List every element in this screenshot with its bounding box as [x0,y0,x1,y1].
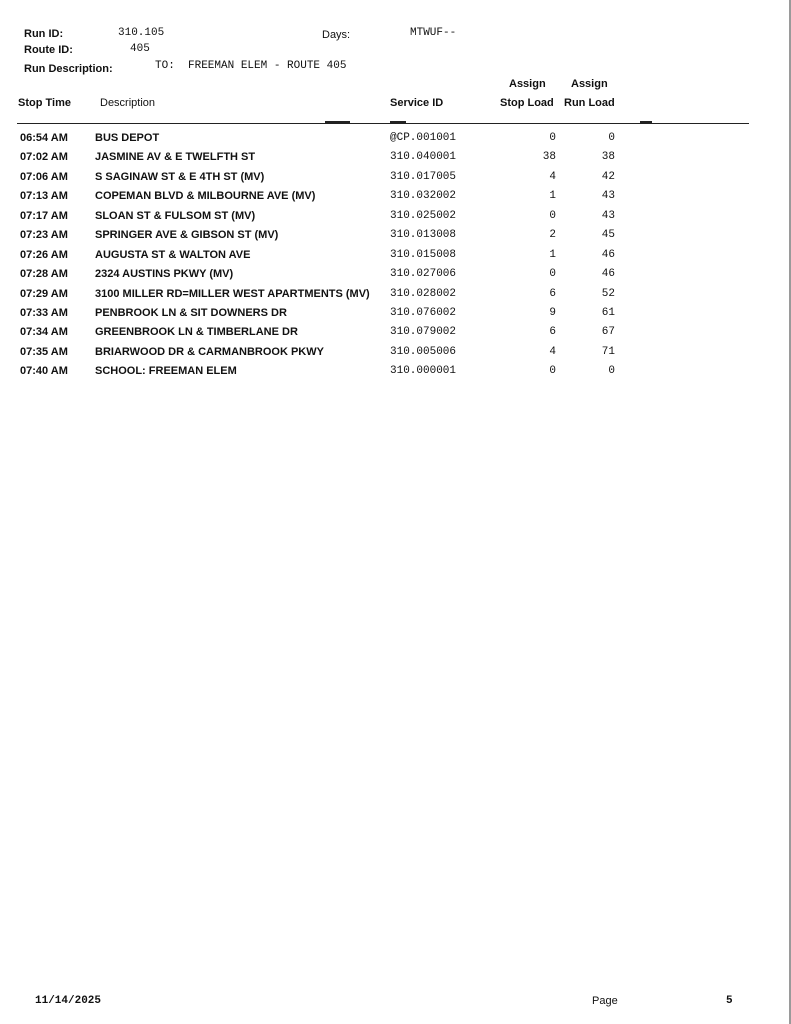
table-row [0,265,791,284]
stop-load: 0 [549,209,556,222]
service-id: @CP.001001 [390,132,457,144]
route-id-label: Route ID: [24,44,73,56]
stop-description: SPRINGER AVE & GIBSON ST (MV) [95,229,279,242]
page-number: 5 [726,995,733,1007]
run-load: 43 [601,209,615,222]
col-header-stop-load: Stop Load [500,97,554,109]
run-load: 43 [601,190,615,203]
stop-time: 07:34 AM [20,326,68,339]
stop-load: 2 [549,229,556,242]
service-id: 310.040001 [390,151,457,164]
col-header-assign-run: Assign [571,78,608,90]
service-id: 310.025002 [390,209,457,222]
table-row [0,285,791,304]
run-load: 71 [601,345,615,358]
service-id: 310.005006 [390,345,457,358]
service-id: 310.013008 [390,229,457,242]
stop-time: 07:13 AM [20,190,68,203]
run-load: 46 [601,268,615,281]
run-description-label: Run Description: [24,63,113,75]
stop-description: BUS DEPOT [95,132,160,144]
table-row [0,168,791,187]
col-header-service-id: Service ID [390,97,444,109]
service-id: 310.079002 [390,326,457,339]
run-load: 38 [601,151,615,164]
service-id: 310.076002 [390,306,457,319]
run-load: 46 [601,248,615,261]
stops-table [0,129,791,382]
stop-description: SCHOOL: FREEMAN ELEM [95,365,237,378]
stop-description: JASMINE AV & E TWELFTH ST [95,151,256,164]
stop-load: 0 [549,365,556,378]
stop-time: 07:02 AM [20,151,68,164]
stop-load: 4 [549,170,556,183]
stop-description: AUGUSTA ST & WALTON AVE [95,248,251,261]
stop-description: 3100 MILLER RD=MILLER WEST APARTMENTS (MV) [95,287,370,300]
stop-load: 4 [549,345,556,358]
table-row [0,246,791,265]
days-label: Days: [322,29,351,41]
col-header-stop-time: Stop Time [18,97,71,109]
page-label: Page [592,995,618,1007]
stop-description: BRIARWOOD DR & CARMANBROOK PKWY [95,345,324,358]
stop-description: COPEMAN BLVD & MILBOURNE AVE (MV) [95,190,316,203]
stop-load: 1 [549,248,556,261]
header-rule-mark [390,121,406,123]
service-id: 310.000001 [390,365,457,378]
service-id: 310.017005 [390,170,457,183]
table-row [0,207,791,226]
service-id: 310.032002 [390,190,457,203]
run-load: 45 [601,229,615,242]
stop-description: SLOAN ST & FULSOM ST (MV) [95,209,256,222]
table-row [0,148,791,167]
table-row [0,187,791,206]
run-load: 0 [608,132,615,144]
stop-time: 07:26 AM [20,248,68,261]
stop-time: 07:33 AM [20,306,68,319]
stop-time: 07:40 AM [20,365,68,378]
col-header-description: Description [100,97,156,109]
table-row [0,129,791,148]
stop-load: 9 [549,306,556,319]
run-load: 52 [601,287,615,300]
table-row [0,226,791,245]
stop-load: 6 [549,326,556,339]
stop-time: 07:29 AM [20,287,68,300]
header-rule [17,123,749,124]
run-load: 67 [601,326,615,339]
service-id: 310.015008 [390,248,457,261]
route-id-value: 405 [130,43,150,55]
stop-load: 0 [549,268,556,281]
run-load: 61 [601,306,615,319]
stop-load: 1 [549,190,556,203]
run-id-value: 310.105 [118,27,165,39]
stop-time: 06:54 AM [20,132,68,144]
stop-time: 07:06 AM [20,170,68,183]
stop-load: 6 [549,287,556,300]
header-rule-mark [325,121,350,123]
table-row [0,362,791,381]
stop-time: 07:35 AM [20,345,68,358]
stop-load: 0 [549,132,556,144]
table-row [0,304,791,323]
stop-time: 07:17 AM [20,209,68,222]
table-row [0,343,791,362]
days-value: MTWUF-- [410,27,457,39]
run-load: 42 [601,170,615,183]
stop-description: S SAGINAW ST & E 4TH ST (MV) [95,170,265,183]
stop-load: 38 [542,151,556,164]
report-date: 11/14/2025 [35,995,102,1007]
service-id: 310.027006 [390,268,457,281]
stop-description: PENBROOK LN & SIT DOWNERS DR [95,306,287,319]
stop-time: 07:28 AM [20,268,68,281]
run-load: 0 [608,365,615,378]
table-row [0,323,791,342]
service-id: 310.028002 [390,287,457,300]
run-id-label: Run ID: [24,28,64,40]
run-description-value: TO: FREEMAN ELEM - ROUTE 405 [155,60,347,72]
stop-time: 07:23 AM [20,229,68,242]
col-header-run-load: Run Load [564,97,615,109]
stop-description: 2324 AUSTINS PKWY (MV) [95,268,234,281]
col-header-assign-stop: Assign [509,78,546,90]
stop-description: GREENBROOK LN & TIMBERLANE DR [95,326,298,339]
header-rule-mark [640,121,652,123]
